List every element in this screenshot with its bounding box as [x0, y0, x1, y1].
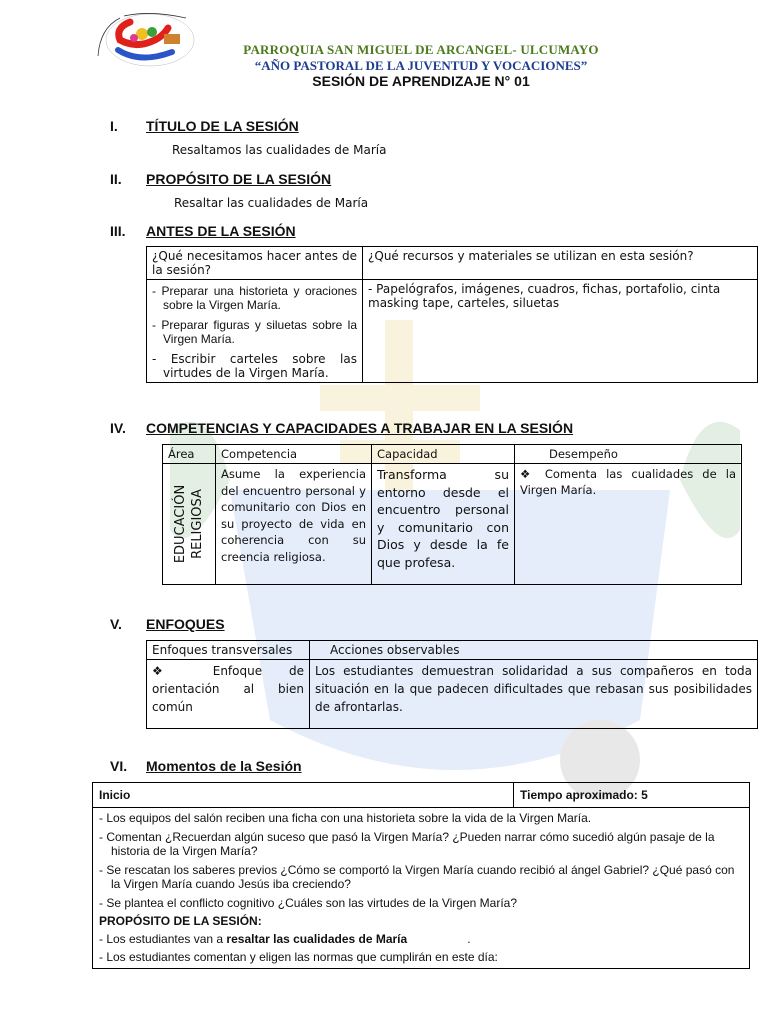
section-1-text: Resaltamos las cualidades de María — [172, 143, 387, 157]
section-3-number: III. — [110, 223, 126, 239]
area-cell — [163, 464, 216, 585]
area-label — [172, 485, 206, 563]
section-6-number: VI. — [110, 758, 128, 774]
enfoque-cell: ❖ Enfoque de orientación al bien común — [147, 660, 310, 729]
moments-table — [92, 782, 750, 969]
header-area: Área — [163, 445, 216, 464]
proposito-suffix: . — [407, 932, 471, 946]
area-line-2: RELIGIOSA — [190, 489, 205, 559]
section-5-title: ENFOQUES — [146, 616, 225, 632]
inicio-content — [93, 808, 750, 969]
pastoral-year: “AÑO PASTORAL DE LA JUVENTUD Y VOCACIONES” — [254, 58, 588, 73]
desempeno-cell: ❖ Comenta las cualidades de la Virgen María. — [515, 464, 742, 585]
tiempo-label: Tiempo aproximado: 5 — [514, 783, 750, 808]
section-2-text: Resaltar las cualidades de María — [174, 196, 369, 210]
before-session-table — [146, 246, 758, 383]
section-1-title: TÍTULO DE LA SESIÓN — [146, 118, 299, 134]
enfoques-table — [146, 640, 758, 729]
needs-item: - Preparar figuras y siluetas sobre la Virgen María. — [152, 318, 357, 346]
needs-header: ¿Qué necesitamos hacer antes de la sesión? — [147, 247, 363, 280]
header-competencia: Competencia — [216, 445, 372, 464]
resources-cell: - Papelógrafos, imágenes, cuadros, fichas, portafolio, cinta masking tape, carteles, siluetas — [363, 280, 758, 383]
parish-name: PARROQUIA SAN MIGUEL DE ARCANGEL- ULCUMAYO — [243, 42, 599, 57]
proposito-label: PROPÓSITO DE LA SESIÓN: — [99, 914, 262, 928]
header-desempeno: Desempeño — [515, 445, 742, 464]
needs-cell — [147, 280, 363, 383]
proposito-prefix: - Los estudiantes van a — [99, 932, 227, 946]
capacidad-cell: Transforma su entorno desde el encuentro personal y comunitario con Dios y desde la fe que profesa. — [372, 464, 515, 585]
competencies-table — [162, 444, 742, 585]
section-3-title: ANTES DE LA SESIÓN — [146, 223, 296, 239]
header-capacidad: Capacidad — [372, 445, 515, 464]
area-line-1: EDUCACIÓN — [173, 484, 188, 564]
moment-item: - Se plantea el conflicto cognitivo ¿Cuáles son las virtudes de la Virgen María? — [99, 896, 518, 910]
needs-item: - Preparar una historieta y oraciones sobre la Virgen María. — [152, 284, 357, 312]
competencia-cell: Asume la experiencia del encuentro personal y comunitario con Dios en su proyecto de vida en coherencia con su creencia religiosa. — [216, 464, 372, 585]
section-5-number: V. — [110, 616, 122, 632]
inicio-label: Inicio — [93, 783, 514, 808]
moment-item: - Se rescatan los saberes previos ¿Cómo se comportó la Virgen María cuando recibió al ángel Gabriel? ¿Qué pasó con la Virgen María cuando Jesús iba creciendo? — [99, 863, 735, 891]
acciones-cell: Los estudiantes demuestran solidaridad a sus compañeros en toda situación en la que padecen dificultades que rebasan sus posibilidades de afrontarlas. — [310, 660, 758, 729]
section-4-number: IV. — [110, 420, 126, 436]
resources-header: ¿Qué recursos y materiales se utilizan en esta sesión? — [363, 247, 758, 280]
section-6-title: Momentos de la Sesión — [146, 758, 302, 774]
proposito-line — [99, 932, 743, 946]
header-acciones: Acciones observables — [310, 641, 758, 660]
header-enfoques: Enfoques transversales — [147, 641, 310, 660]
moment-item: - Comentan ¿Recuerdan algún suceso que pasó la Virgen María? ¿Pueden narrar cómo sucedió algún pasaje de la historia de la Virgen María? — [99, 830, 715, 858]
section-2-number: II. — [110, 171, 122, 187]
section-4-title: COMPETENCIAS Y CAPACIDADES A TRABAJAR EN LA SESIÓN — [146, 420, 574, 436]
needs-item: - Escribir carteles sobre las virtudes de la Virgen María. — [152, 352, 357, 380]
moment-item: - Los equipos del salón reciben una ficha con una historieta sobre la vida de la Virgen María. — [99, 811, 592, 825]
proposito-bold: resaltar las cualidades de María — [226, 932, 408, 946]
parish-logo — [90, 8, 200, 70]
moment-item: - Los estudiantes comentan y eligen las normas que cumplirán en este día: — [99, 950, 498, 964]
section-1-number: I. — [110, 118, 118, 134]
section-2-title: PROPÓSITO DE LA SESIÓN — [146, 171, 332, 187]
session-title: SESIÓN DE APRENDIZAJE N° 01 — [312, 73, 530, 89]
